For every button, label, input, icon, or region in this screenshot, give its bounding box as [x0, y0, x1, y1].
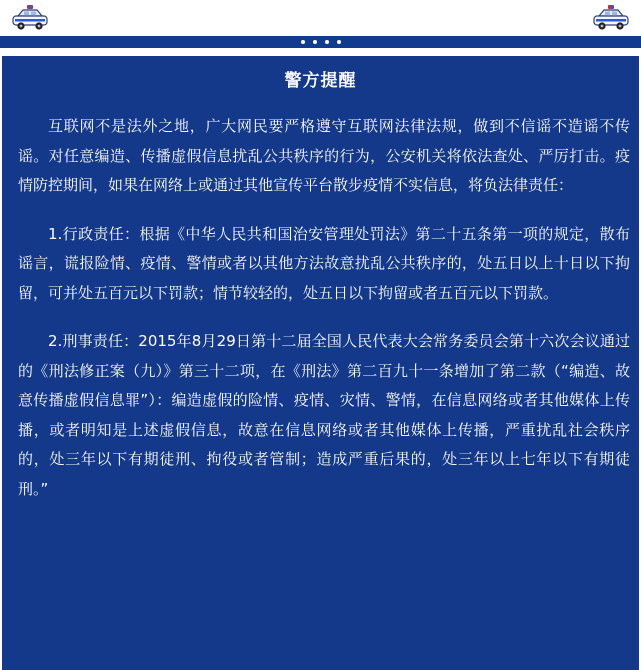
- dot-icon: [325, 40, 329, 44]
- paragraph-criminal: 2.刑事责任：2015年8月29日第十二届全国人民代表大会常务委员会第十六次会议通过的《刑法修正案（九）》第三十二项，在《刑法》第二百九十一条增加了第二款（“编造、故意传播虚假信息罪”）：编造虚假的险情、疫情、灾情、警情，在信息网络或者其他媒体上传播，或者明知是上述虚假信息，故意在信息网络或者其他媒体上传播，严重扰乱社会秩序的，处三年以下有期徒刑、拘役或者管制；造成严重后果的，处三年以上七年以下有期徒刑。”: [18, 332, 630, 498]
- page-title: 警方提醒: [284, 71, 357, 91]
- paragraph-intro: 互联网不是法外之地，广大网民要严格遵守互联网法律法规，做到不信谣不造谣不传谣。对任意编造、传播虚假信息扰乱公共秩序的行为，公安机关将依法查处、严厉打击。疫情防控期间，如果在网络上或通过其他宣传平台散步疫情不实信息，将负法律责任：: [18, 117, 630, 194]
- dot-divider: [0, 36, 641, 48]
- police-car-icon: [10, 4, 50, 32]
- divider: [0, 48, 641, 56]
- dot-icon: [301, 40, 305, 44]
- notice-panel: [2, 56, 639, 670]
- police-car-icon: [591, 4, 631, 32]
- paragraph-administrative: 1.行政责任：根据《中华人民共和国治安管理处罚法》第二十五条第一项的规定，散布谣言，谎报险情、疫情、警情或者以其他方法故意扰乱公共秩序的，处五日以上十日以下拘留，可并处五百元以下罚款；情节较轻的，处五日以下拘留或者五百元以下罚款。: [18, 224, 630, 302]
- header-bar: [0, 0, 641, 36]
- article-body: [18, 112, 630, 523]
- dot-icon: [337, 40, 341, 44]
- dot-icon: [313, 40, 317, 44]
